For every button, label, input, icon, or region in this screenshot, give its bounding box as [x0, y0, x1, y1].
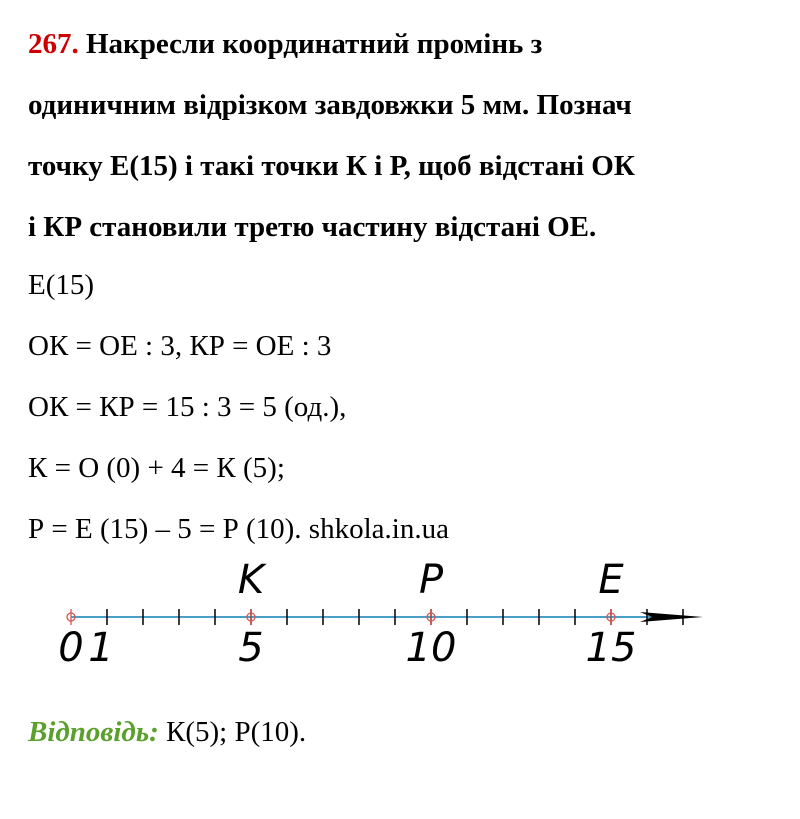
tick-number-label: 5 — [238, 625, 264, 671]
solution — [28, 255, 788, 560]
tick-number-label: 1 — [88, 625, 114, 671]
problem-line-3: точку Е(15) і такі точки К і Р, щоб відстані ОК — [28, 150, 635, 182]
answer — [28, 707, 306, 757]
tick-number-label: 15 — [585, 625, 637, 671]
problem-line-2: одиничним відрізком завдовжки 5 мм. Познач — [28, 89, 632, 121]
point-label: K — [237, 557, 265, 603]
point-label: P — [418, 557, 444, 603]
tick-number-label: 0 — [58, 625, 84, 671]
problem-number: 267. — [28, 28, 79, 60]
coordinate-ray-figure — [0, 555, 800, 675]
problem-line-1 — [28, 14, 788, 75]
solution-line-3: ОК = КР = 15 : 3 = 5 (од.), — [28, 391, 347, 423]
solution-line-4: К = О (0) + 4 = К (5); — [28, 452, 285, 484]
problem-statement — [28, 14, 788, 258]
point-label: E — [598, 557, 624, 603]
answer-text: К(5); Р(10). — [158, 716, 307, 748]
answer-label: Відповідь: — [28, 716, 159, 748]
solution-line-5: Р = Е (15) – 5 = Р (10). shkola.in.ua — [28, 513, 449, 545]
problem-text-1: Накресли координатний промінь з — [86, 28, 543, 60]
solution-line-1: Е(15) — [28, 269, 95, 301]
solution-line-2: ОК = ОЕ : 3, КР = ОЕ : 3 — [28, 330, 332, 362]
tick-number-label: 10 — [405, 625, 457, 671]
problem-line-4: і КР становили третю частину відстані ОЕ. — [28, 211, 597, 243]
